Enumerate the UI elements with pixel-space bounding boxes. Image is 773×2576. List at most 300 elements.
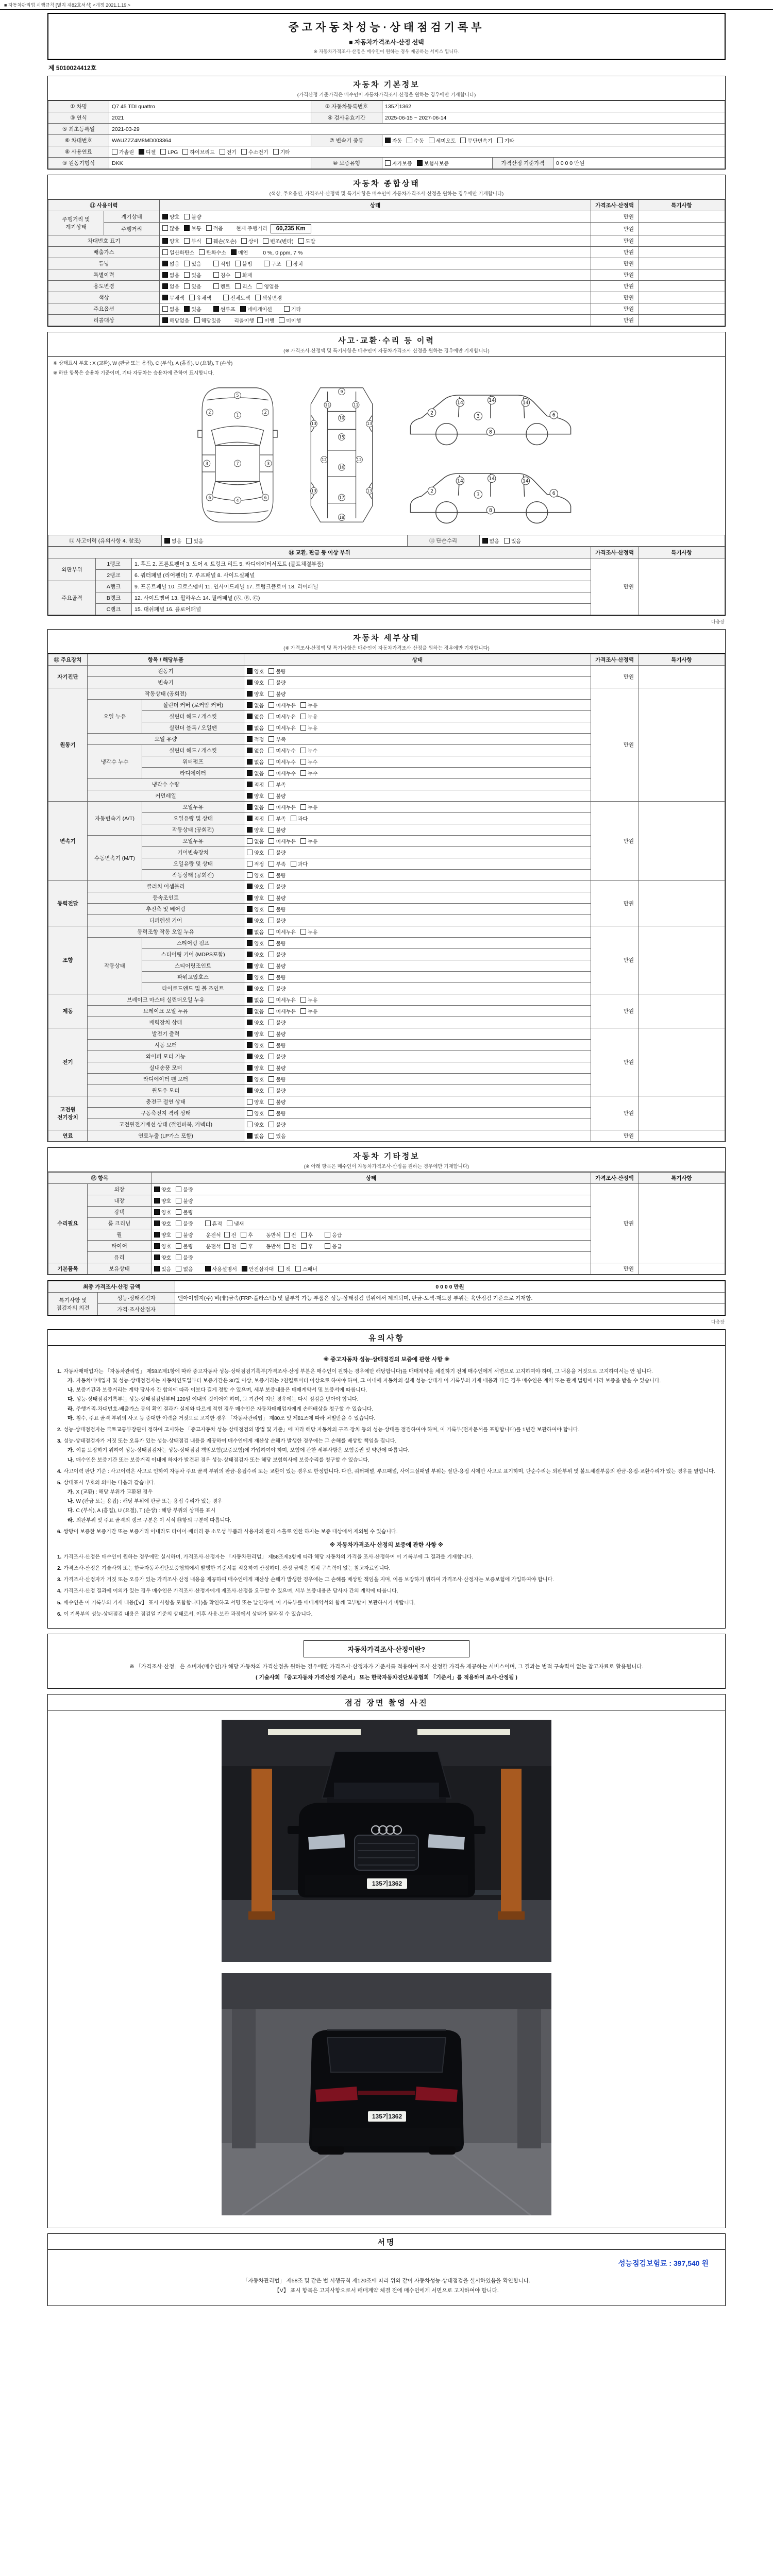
checked-checkbox-icon[interactable] [240,306,246,312]
checked-checkbox-icon[interactable] [247,827,253,833]
option-불량[interactable] [268,917,285,924]
option-없음[interactable] [162,271,179,279]
unchecked-checkbox-icon[interactable] [247,838,253,844]
option-세미오토[interactable] [429,137,456,144]
checked-checkbox-icon[interactable] [242,1266,247,1272]
unchecked-checkbox-icon[interactable] [224,1232,230,1238]
option-있음[interactable] [504,537,521,545]
option-자가보증[interactable] [385,159,412,167]
option-하이브리드[interactable] [182,148,214,156]
unchecked-checkbox-icon[interactable] [268,1008,274,1014]
option-불량[interactable] [268,1075,285,1083]
unchecked-checkbox-icon[interactable] [241,149,247,155]
option-도말[interactable] [298,237,315,245]
option-안전삼각대[interactable] [242,1265,274,1273]
unchecked-checkbox-icon[interactable] [300,725,306,731]
checked-checkbox-icon[interactable] [247,1031,253,1037]
option-양호[interactable] [247,917,264,924]
option-누유[interactable] [300,713,317,720]
option-미세누수[interactable] [268,758,296,766]
unchecked-checkbox-icon[interactable] [220,149,225,155]
option-수동[interactable] [407,137,424,144]
unchecked-checkbox-icon[interactable] [300,997,306,1003]
unchecked-checkbox-icon[interactable] [184,261,190,266]
option-변조(변타)[interactable] [263,237,293,245]
unchecked-checkbox-icon[interactable] [268,770,274,776]
option-적정[interactable] [247,781,264,788]
price-survey-option[interactable]: ■ 자동차가격조사·산정 선택 [349,39,424,46]
checked-checkbox-icon[interactable] [154,1255,160,1260]
unchecked-checkbox-icon[interactable] [235,261,241,266]
option-불량[interactable] [268,1087,285,1094]
option-적정[interactable] [247,735,264,743]
option-많음[interactable] [162,224,179,232]
unchecked-checkbox-icon[interactable] [268,702,274,708]
unchecked-checkbox-icon[interactable] [268,861,274,867]
option-양호[interactable] [247,690,264,698]
checked-checkbox-icon[interactable] [162,272,168,278]
option-양호[interactable] [247,826,264,834]
option-없음[interactable] [247,724,264,732]
checked-checkbox-icon[interactable] [247,691,253,697]
option-후[interactable] [241,1231,253,1239]
unchecked-checkbox-icon[interactable] [325,1243,330,1249]
unchecked-checkbox-icon[interactable] [268,929,274,935]
option-불량[interactable] [268,1053,285,1060]
unchecked-checkbox-icon[interactable] [241,1243,246,1249]
option-불량[interactable] [176,1208,193,1216]
unchecked-checkbox-icon[interactable] [268,1042,274,1048]
option-훼손(오손)[interactable] [206,237,237,245]
unchecked-checkbox-icon[interactable] [268,804,274,810]
option-양호[interactable] [154,1185,171,1193]
option-기타[interactable] [273,148,290,156]
option-양호[interactable] [247,951,264,958]
checked-checkbox-icon[interactable] [247,736,253,742]
unchecked-checkbox-icon[interactable] [268,691,274,697]
option-양호[interactable] [162,213,179,221]
unchecked-checkbox-icon[interactable] [194,317,200,323]
unchecked-checkbox-icon[interactable] [268,850,274,855]
unchecked-checkbox-icon[interactable] [268,680,274,685]
checked-checkbox-icon[interactable] [154,1221,160,1226]
unchecked-checkbox-icon[interactable] [268,1031,274,1037]
unchecked-checkbox-icon[interactable] [268,759,274,765]
unchecked-checkbox-icon[interactable] [300,759,306,765]
option-탄화수소[interactable] [199,248,226,256]
unchecked-checkbox-icon[interactable] [268,872,274,878]
option-양호[interactable] [247,962,264,970]
unchecked-checkbox-icon[interactable] [268,940,274,946]
option-있음[interactable] [184,260,201,267]
unchecked-checkbox-icon[interactable] [268,668,274,674]
unchecked-checkbox-icon[interactable] [176,1255,181,1260]
option-기타[interactable] [284,305,301,313]
option-미세누유[interactable] [268,837,296,845]
unchecked-checkbox-icon[interactable] [184,238,190,244]
unchecked-checkbox-icon[interactable] [268,884,274,889]
option-불량[interactable] [268,690,285,698]
option-무채색[interactable] [162,294,184,301]
option-없음[interactable] [247,837,264,845]
option-양호[interactable] [154,1253,171,1261]
option-누유[interactable] [300,1007,317,1015]
unchecked-checkbox-icon[interactable] [268,827,274,833]
option-네비게이션[interactable] [240,305,272,313]
option-적법[interactable] [213,260,230,267]
option-후[interactable] [301,1231,313,1239]
option-부족[interactable] [268,781,285,788]
unchecked-checkbox-icon[interactable] [460,138,466,143]
option-누유[interactable] [300,837,317,845]
option-양호[interactable] [162,237,179,245]
option-보험사보증[interactable] [417,159,449,167]
option-상이[interactable] [241,237,258,245]
option-불량[interactable] [268,973,285,981]
unchecked-checkbox-icon[interactable] [268,748,274,753]
unchecked-checkbox-icon[interactable] [286,261,292,266]
checked-checkbox-icon[interactable] [247,793,253,799]
checked-checkbox-icon[interactable] [247,680,253,685]
option-없음[interactable] [247,713,264,720]
unchecked-checkbox-icon[interactable] [268,736,274,742]
checked-checkbox-icon[interactable] [162,238,168,244]
unchecked-checkbox-icon[interactable] [176,1221,181,1226]
checked-checkbox-icon[interactable] [247,1054,253,1059]
checked-checkbox-icon[interactable] [247,918,253,923]
option-없음[interactable] [247,1007,264,1015]
unchecked-checkbox-icon[interactable] [247,1099,253,1105]
unchecked-checkbox-icon[interactable] [162,225,168,231]
option-불량[interactable] [268,667,285,675]
option-기타[interactable] [497,137,514,144]
unchecked-checkbox-icon[interactable] [268,906,274,912]
option-적정[interactable] [247,815,264,822]
unchecked-checkbox-icon[interactable] [268,997,274,1003]
option-가솔린[interactable] [112,148,134,156]
option-전[interactable] [224,1231,237,1239]
option-불량[interactable] [268,962,285,970]
unchecked-checkbox-icon[interactable] [295,1266,301,1272]
option-보통[interactable] [184,224,201,232]
unchecked-checkbox-icon[interactable] [301,1232,307,1238]
option-있음[interactable] [184,282,201,290]
unchecked-checkbox-icon[interactable] [162,306,168,312]
option-스패너[interactable] [295,1265,317,1273]
unchecked-checkbox-icon[interactable] [235,272,241,278]
option-양호[interactable] [247,871,264,879]
checked-checkbox-icon[interactable] [247,929,253,935]
unchecked-checkbox-icon[interactable] [176,1232,181,1238]
unchecked-checkbox-icon[interactable] [504,538,510,544]
option-양호[interactable] [247,939,264,947]
unchecked-checkbox-icon[interactable] [184,214,190,219]
option-자동[interactable] [385,137,402,144]
option-부족[interactable] [268,735,285,743]
option-없음[interactable] [162,305,179,313]
checked-checkbox-icon[interactable] [162,261,168,266]
option-흔적[interactable] [205,1219,222,1227]
unchecked-checkbox-icon[interactable] [176,1209,181,1215]
option-불량[interactable] [268,679,285,686]
unchecked-checkbox-icon[interactable] [176,1266,181,1272]
option-전[interactable] [284,1231,296,1239]
unchecked-checkbox-icon[interactable] [300,804,306,810]
unchecked-checkbox-icon[interactable] [407,138,412,143]
option-LPG[interactable] [160,149,178,156]
option-부족[interactable] [268,815,285,822]
option-미세누수[interactable] [268,747,296,754]
checked-checkbox-icon[interactable] [247,748,253,753]
checked-checkbox-icon[interactable] [247,1088,253,1093]
unchecked-checkbox-icon[interactable] [268,1076,274,1082]
checked-checkbox-icon[interactable] [184,306,190,312]
unchecked-checkbox-icon[interactable] [206,238,212,244]
option-불량[interactable] [268,1019,285,1026]
unchecked-checkbox-icon[interactable] [268,1065,274,1071]
option-양호[interactable] [247,1098,264,1106]
checked-checkbox-icon[interactable] [154,1232,160,1238]
option-불량[interactable] [268,1098,285,1106]
unchecked-checkbox-icon[interactable] [268,725,274,731]
option-렌트[interactable] [213,282,230,290]
checked-checkbox-icon[interactable] [247,884,253,889]
unchecked-checkbox-icon[interactable] [268,793,274,799]
checked-checkbox-icon[interactable] [184,225,190,231]
option-장치[interactable] [286,260,303,267]
option-있음[interactable] [154,1265,171,1273]
option-불량[interactable] [184,213,201,221]
checked-checkbox-icon[interactable] [247,986,253,991]
option-없음[interactable] [247,758,264,766]
unchecked-checkbox-icon[interactable] [223,295,229,300]
unchecked-checkbox-icon[interactable] [300,702,306,708]
option-없음[interactable] [247,769,264,777]
unchecked-checkbox-icon[interactable] [268,1020,274,1025]
checked-checkbox-icon[interactable] [247,940,253,946]
option-양호[interactable] [247,905,264,913]
option-양호[interactable] [247,985,264,992]
checked-checkbox-icon[interactable] [247,895,253,901]
unchecked-checkbox-icon[interactable] [189,295,195,300]
unchecked-checkbox-icon[interactable] [162,249,168,255]
option-미세누유[interactable] [268,724,296,732]
unchecked-checkbox-icon[interactable] [186,538,192,544]
option-응급[interactable] [325,1242,342,1250]
option-누수[interactable] [300,758,317,766]
unchecked-checkbox-icon[interactable] [429,138,434,143]
option-누유[interactable] [300,724,317,732]
unchecked-checkbox-icon[interactable] [300,838,306,844]
option-적음[interactable] [206,224,223,232]
unchecked-checkbox-icon[interactable] [264,261,270,266]
option-미세누유[interactable] [268,803,296,811]
option-양호[interactable] [247,679,264,686]
option-양호[interactable] [247,1109,264,1117]
unchecked-checkbox-icon[interactable] [268,963,274,969]
checked-checkbox-icon[interactable] [247,952,253,957]
option-미이행[interactable] [279,316,301,324]
option-불량[interactable] [268,1030,285,1038]
option-없음[interactable] [176,1265,193,1273]
checked-checkbox-icon[interactable] [247,1133,253,1139]
option-없음[interactable] [247,996,264,1004]
option-미세누수[interactable] [268,769,296,777]
unchecked-checkbox-icon[interactable] [325,1232,330,1238]
option-전[interactable] [284,1242,296,1250]
option-부식[interactable] [184,237,201,245]
option-침수[interactable] [213,271,230,279]
unchecked-checkbox-icon[interactable] [247,872,253,878]
option-없음[interactable] [162,282,179,290]
option-누수[interactable] [300,747,317,754]
option-미세누유[interactable] [268,701,296,709]
option-불량[interactable] [268,792,285,800]
checked-checkbox-icon[interactable] [247,816,253,821]
unchecked-checkbox-icon[interactable] [247,861,253,867]
unchecked-checkbox-icon[interactable] [199,249,205,255]
checked-checkbox-icon[interactable] [162,317,168,323]
unchecked-checkbox-icon[interactable] [263,238,268,244]
checked-checkbox-icon[interactable] [205,1266,211,1272]
unchecked-checkbox-icon[interactable] [255,295,261,300]
unchecked-checkbox-icon[interactable] [213,261,219,266]
unchecked-checkbox-icon[interactable] [224,1243,230,1249]
checked-checkbox-icon[interactable] [385,138,391,143]
unchecked-checkbox-icon[interactable] [213,283,219,289]
checked-checkbox-icon[interactable] [154,1198,160,1204]
checked-checkbox-icon[interactable] [247,804,253,810]
option-양호[interactable] [247,1041,264,1049]
option-불량[interactable] [268,894,285,902]
option-썬루프[interactable] [213,305,236,313]
option-불법[interactable] [235,260,252,267]
unchecked-checkbox-icon[interactable] [268,974,274,980]
option-불량[interactable] [268,939,285,947]
checked-checkbox-icon[interactable] [247,702,253,708]
unchecked-checkbox-icon[interactable] [235,283,241,289]
option-양호[interactable] [154,1231,171,1239]
option-미세누유[interactable] [268,713,296,720]
option-누유[interactable] [300,996,317,1004]
option-응급[interactable] [325,1231,342,1239]
unchecked-checkbox-icon[interactable] [268,952,274,957]
option-구조[interactable] [264,260,281,267]
unchecked-checkbox-icon[interactable] [300,748,306,753]
unchecked-checkbox-icon[interactable] [300,714,306,719]
option-미세누유[interactable] [268,1007,296,1015]
checked-checkbox-icon[interactable] [231,249,237,255]
unchecked-checkbox-icon[interactable] [300,770,306,776]
option-불량[interactable] [268,1041,285,1049]
option-양호[interactable] [154,1197,171,1205]
unchecked-checkbox-icon[interactable] [176,1198,181,1204]
option-없음[interactable] [247,803,264,811]
option-불량[interactable] [268,985,285,992]
option-후[interactable] [241,1242,253,1250]
unchecked-checkbox-icon[interactable] [160,149,166,155]
option-양호[interactable] [247,1030,264,1038]
option-누유[interactable] [300,928,317,936]
option-불량[interactable] [176,1185,193,1193]
option-불량[interactable] [268,1064,285,1072]
option-불량[interactable] [176,1219,193,1227]
unchecked-checkbox-icon[interactable] [206,225,212,231]
option-사용설명서[interactable] [205,1265,237,1273]
checked-checkbox-icon[interactable] [164,538,170,544]
option-화재[interactable] [235,271,252,279]
option-양호[interactable] [247,792,264,800]
option-미세누유[interactable] [268,928,296,936]
option-없음[interactable] [164,537,181,545]
option-없음[interactable] [247,1132,264,1140]
option-없음[interactable] [247,701,264,709]
option-양호[interactable] [247,1075,264,1083]
option-불량[interactable] [268,905,285,913]
checked-checkbox-icon[interactable] [162,214,168,219]
option-유채색[interactable] [189,294,211,301]
checked-checkbox-icon[interactable] [162,283,168,289]
unchecked-checkbox-icon[interactable] [268,1054,274,1059]
unchecked-checkbox-icon[interactable] [241,238,247,244]
option-무단변속기[interactable] [460,137,492,144]
option-과다[interactable] [291,815,308,822]
option-양호[interactable] [247,1087,264,1094]
unchecked-checkbox-icon[interactable] [268,838,274,844]
unchecked-checkbox-icon[interactable] [227,1221,232,1226]
unchecked-checkbox-icon[interactable] [268,714,274,719]
option-수소전기[interactable] [241,148,268,156]
unchecked-checkbox-icon[interactable] [279,317,284,323]
option-색상변경[interactable] [255,294,282,301]
checked-checkbox-icon[interactable] [247,1076,253,1082]
checked-checkbox-icon[interactable] [154,1243,160,1249]
option-없음[interactable] [247,928,264,936]
checked-checkbox-icon[interactable] [247,1020,253,1025]
unchecked-checkbox-icon[interactable] [184,283,190,289]
option-있음[interactable] [184,305,201,313]
option-전체도색[interactable] [223,294,250,301]
unchecked-checkbox-icon[interactable] [300,929,306,935]
option-불량[interactable] [176,1253,193,1261]
unchecked-checkbox-icon[interactable] [268,816,274,821]
option-과다[interactable] [291,860,308,868]
unchecked-checkbox-icon[interactable] [273,149,279,155]
checked-checkbox-icon[interactable] [417,160,423,166]
unchecked-checkbox-icon[interactable] [213,272,219,278]
unchecked-checkbox-icon[interactable] [284,1243,290,1249]
unchecked-checkbox-icon[interactable] [300,1008,306,1014]
option-없음[interactable] [482,537,499,545]
checked-checkbox-icon[interactable] [247,714,253,719]
option-있음[interactable] [186,537,203,545]
checked-checkbox-icon[interactable] [247,906,253,912]
option-불량[interactable] [176,1242,193,1250]
unchecked-checkbox-icon[interactable] [291,816,296,821]
option-없음[interactable] [247,747,264,754]
unchecked-checkbox-icon[interactable] [284,1232,290,1238]
unchecked-checkbox-icon[interactable] [268,895,274,901]
option-영업용[interactable] [257,282,279,290]
unchecked-checkbox-icon[interactable] [291,861,296,867]
unchecked-checkbox-icon[interactable] [268,1122,274,1127]
option-양호[interactable] [154,1242,171,1250]
option-전기[interactable] [220,148,237,156]
unchecked-checkbox-icon[interactable] [241,1232,246,1238]
checked-checkbox-icon[interactable] [247,997,253,1003]
option-양호[interactable] [247,1053,264,1060]
option-매연[interactable] [231,248,248,256]
